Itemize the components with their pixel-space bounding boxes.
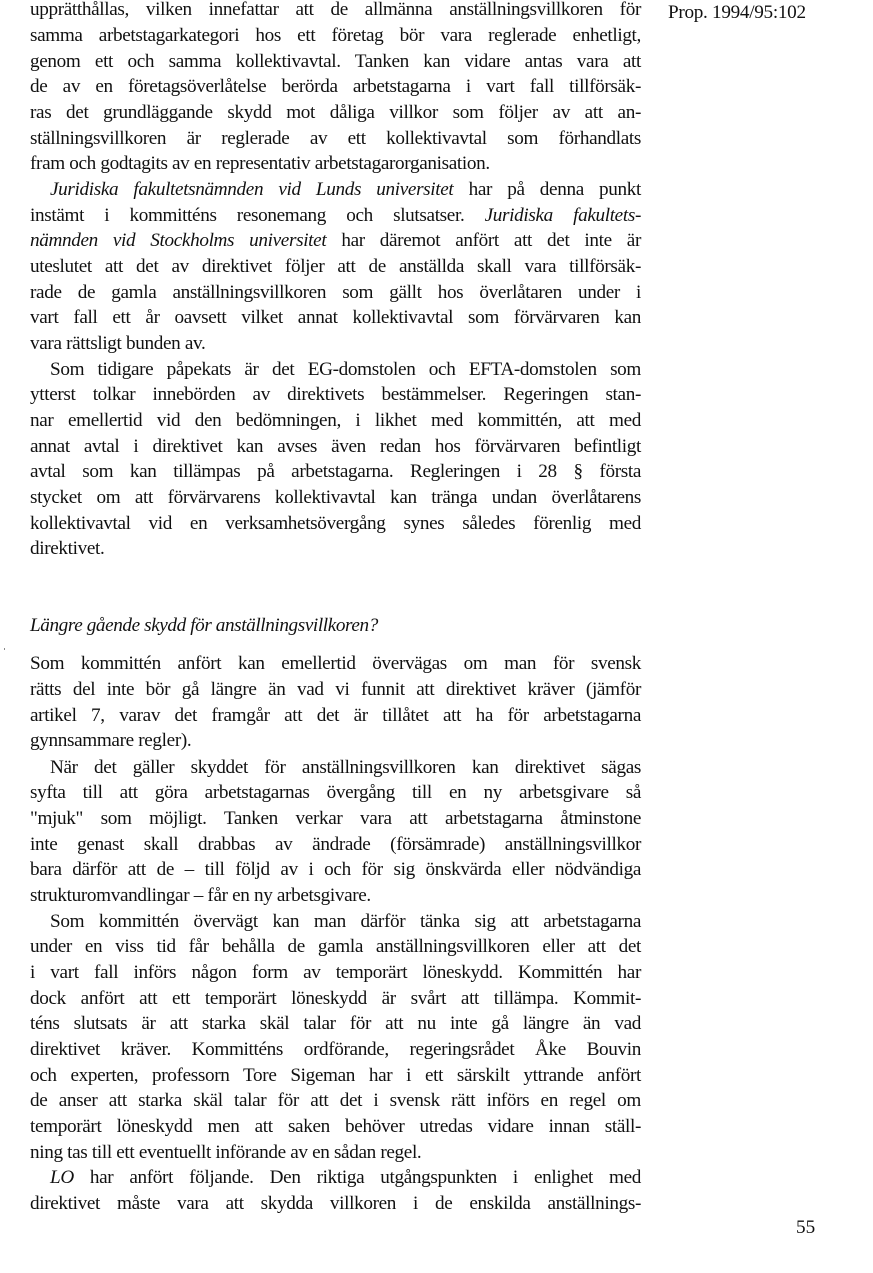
text-line: stycket om att förvärvarens kollektivavtal kan tränga undan överlåtarens xyxy=(30,487,641,508)
text-line: rade de gamla anställningsvillkoren som gällt hos överlåtaren under i xyxy=(30,282,641,303)
text-line: Som kommittén övervägt kan man därför tänka sig att arbetstagarna xyxy=(50,911,641,932)
text-line: vara rättsligt bunden av. xyxy=(30,333,206,354)
text-line: inte genast skall drabbas av ändrade (försämrade) anställningsvillkor xyxy=(30,834,641,855)
text-line: vart fall ett år oavsett vilket annat kollektivavtal som förvärvaren kan xyxy=(30,307,641,328)
section-heading: Längre gående skydd för anställningsvillkoren? xyxy=(30,615,378,636)
text-line: direktivet kräver. Kommitténs ordförande, regeringsrådet Åke Bouvin xyxy=(30,1039,641,1060)
text-line: ning tas till ett eventuellt införande av en sådan regel. xyxy=(30,1142,422,1163)
text-line: i vart fall införs någon form av temporärt löneskydd. Kommittén har xyxy=(30,962,641,983)
text-line: bara därför att de – till följd av i och för sig önskvärda eller nödvändiga xyxy=(30,859,641,880)
text-line: temporärt löneskydd men att saken behöver utredas vidare innan ställ- xyxy=(30,1116,641,1137)
text-line: När det gäller skyddet för anställningsvillkoren kan direktivet sägas xyxy=(50,757,641,778)
text-line: ras det grundläggande skydd mot dåliga villkor som följer av att an- xyxy=(30,102,641,123)
text-line: uteslutet att det av direktivet följer att de anställda skall vara tillförsäk- xyxy=(30,256,641,277)
text-line: artikel 7, varav det framgår att det är tillåtet att ha för arbetstagarna xyxy=(30,705,641,726)
text-line: gynnsammare regler). xyxy=(30,730,192,751)
text-line: nar emellertid vid den bedömningen, i likhet med kommittén, att med xyxy=(30,410,641,431)
text-line: samma arbetstagarkategori hos ett företag bör vara reglerade enhetligt, xyxy=(30,25,641,46)
text-line: direktivet måste vara att skydda villkoren i de enskilda anställnings- xyxy=(30,1193,641,1214)
text-line: instämt i kommitténs resonemang och slutsatser. Juridiska fakultets- xyxy=(30,205,641,226)
text-line: rätts del inte bör gå längre än vad vi funnit att direktivet kräver (jämför xyxy=(30,679,641,700)
text-line: de av en företagsöverlåtelse berörda arbetstagarna i vart fall tillförsäk- xyxy=(30,76,641,97)
text-line: annat avtal i direktivet kan avses även redan hos förvärvaren befintligt xyxy=(30,436,641,457)
text-line: ställningsvillkoren är reglerade av ett kollektivavtal som förhandlats xyxy=(30,128,641,149)
page-number: 55 xyxy=(796,1217,816,1238)
italic-organization-name: Juridiska fakultets- xyxy=(484,205,641,226)
text-line: Som kommittén anfört kan emellertid övervägas om man för svensk xyxy=(30,653,641,674)
text-line: strukturomvandlingar – får en ny arbetsgivare. xyxy=(30,885,371,906)
text-line: och experten, professorn Tore Sigeman har i ett särskilt yttrande anfört xyxy=(30,1065,641,1086)
text-line: genom ett och samma kollektivavtal. Tanken kan vidare antas vara att xyxy=(30,51,641,72)
text-line: syfta till att göra arbetstagarnas övergång till en ny arbetsgivare så xyxy=(30,782,641,803)
text-line: "mjuk" som möjligt. Tanken verkar vara att arbetstagarna åtminstone xyxy=(30,808,641,829)
text-line: kollektivavtal vid en verksamhetsövergång synes således förenlig med xyxy=(30,513,641,534)
text-line: direktivet. xyxy=(30,538,105,559)
text-line: LO har anfört följande. Den riktiga utgångspunkten i enlighet med xyxy=(50,1167,641,1188)
text-line: ytterst tolkar innebörden av direktivets bestämmelser. Regeringen stan- xyxy=(30,384,641,405)
italic-organization-name: nämnden vid Stockholms universitet xyxy=(30,230,327,251)
text-line: Som tidigare påpekats är det EG-domstolen och EFTA-domstolen som xyxy=(50,359,641,380)
text-line: téns slutsats är att starka skäl talar för att nu inte gå längre än vad xyxy=(30,1013,641,1034)
text-line: dock anfört att ett temporärt löneskydd är svårt att tillämpa. Kommit- xyxy=(30,988,641,1009)
text-line: Juridiska fakultetsnämnden vid Lunds universitet har på denna punkt xyxy=(50,179,641,200)
text-line: fram och godtagits av en representativ arbetstagarorganisation. xyxy=(30,153,490,174)
italic-organization-name: Juridiska fakultetsnämnden vid Lunds universitet xyxy=(50,179,454,200)
text-line: nämnden vid Stockholms universitet har däremot anfört att det inte är xyxy=(30,230,641,251)
italic-organization-name: LO xyxy=(50,1167,74,1188)
scan-artifact-mark xyxy=(4,648,5,650)
text-line: avtal som kan tillämpas på arbetstagarna. Regleringen i 28 § första xyxy=(30,461,641,482)
text-line: de anser att starka skäl talar för att det i svensk rätt införs en regel om xyxy=(30,1090,641,1111)
text-line: upprätthållas, vilken innefattar att de allmänna anställningsvillkoren för xyxy=(30,0,641,20)
proposition-reference: Prop. 1994/95:102 xyxy=(668,2,806,23)
text-line: under en viss tid får behålla de gamla anställningsvillkoren eller att det xyxy=(30,936,641,957)
